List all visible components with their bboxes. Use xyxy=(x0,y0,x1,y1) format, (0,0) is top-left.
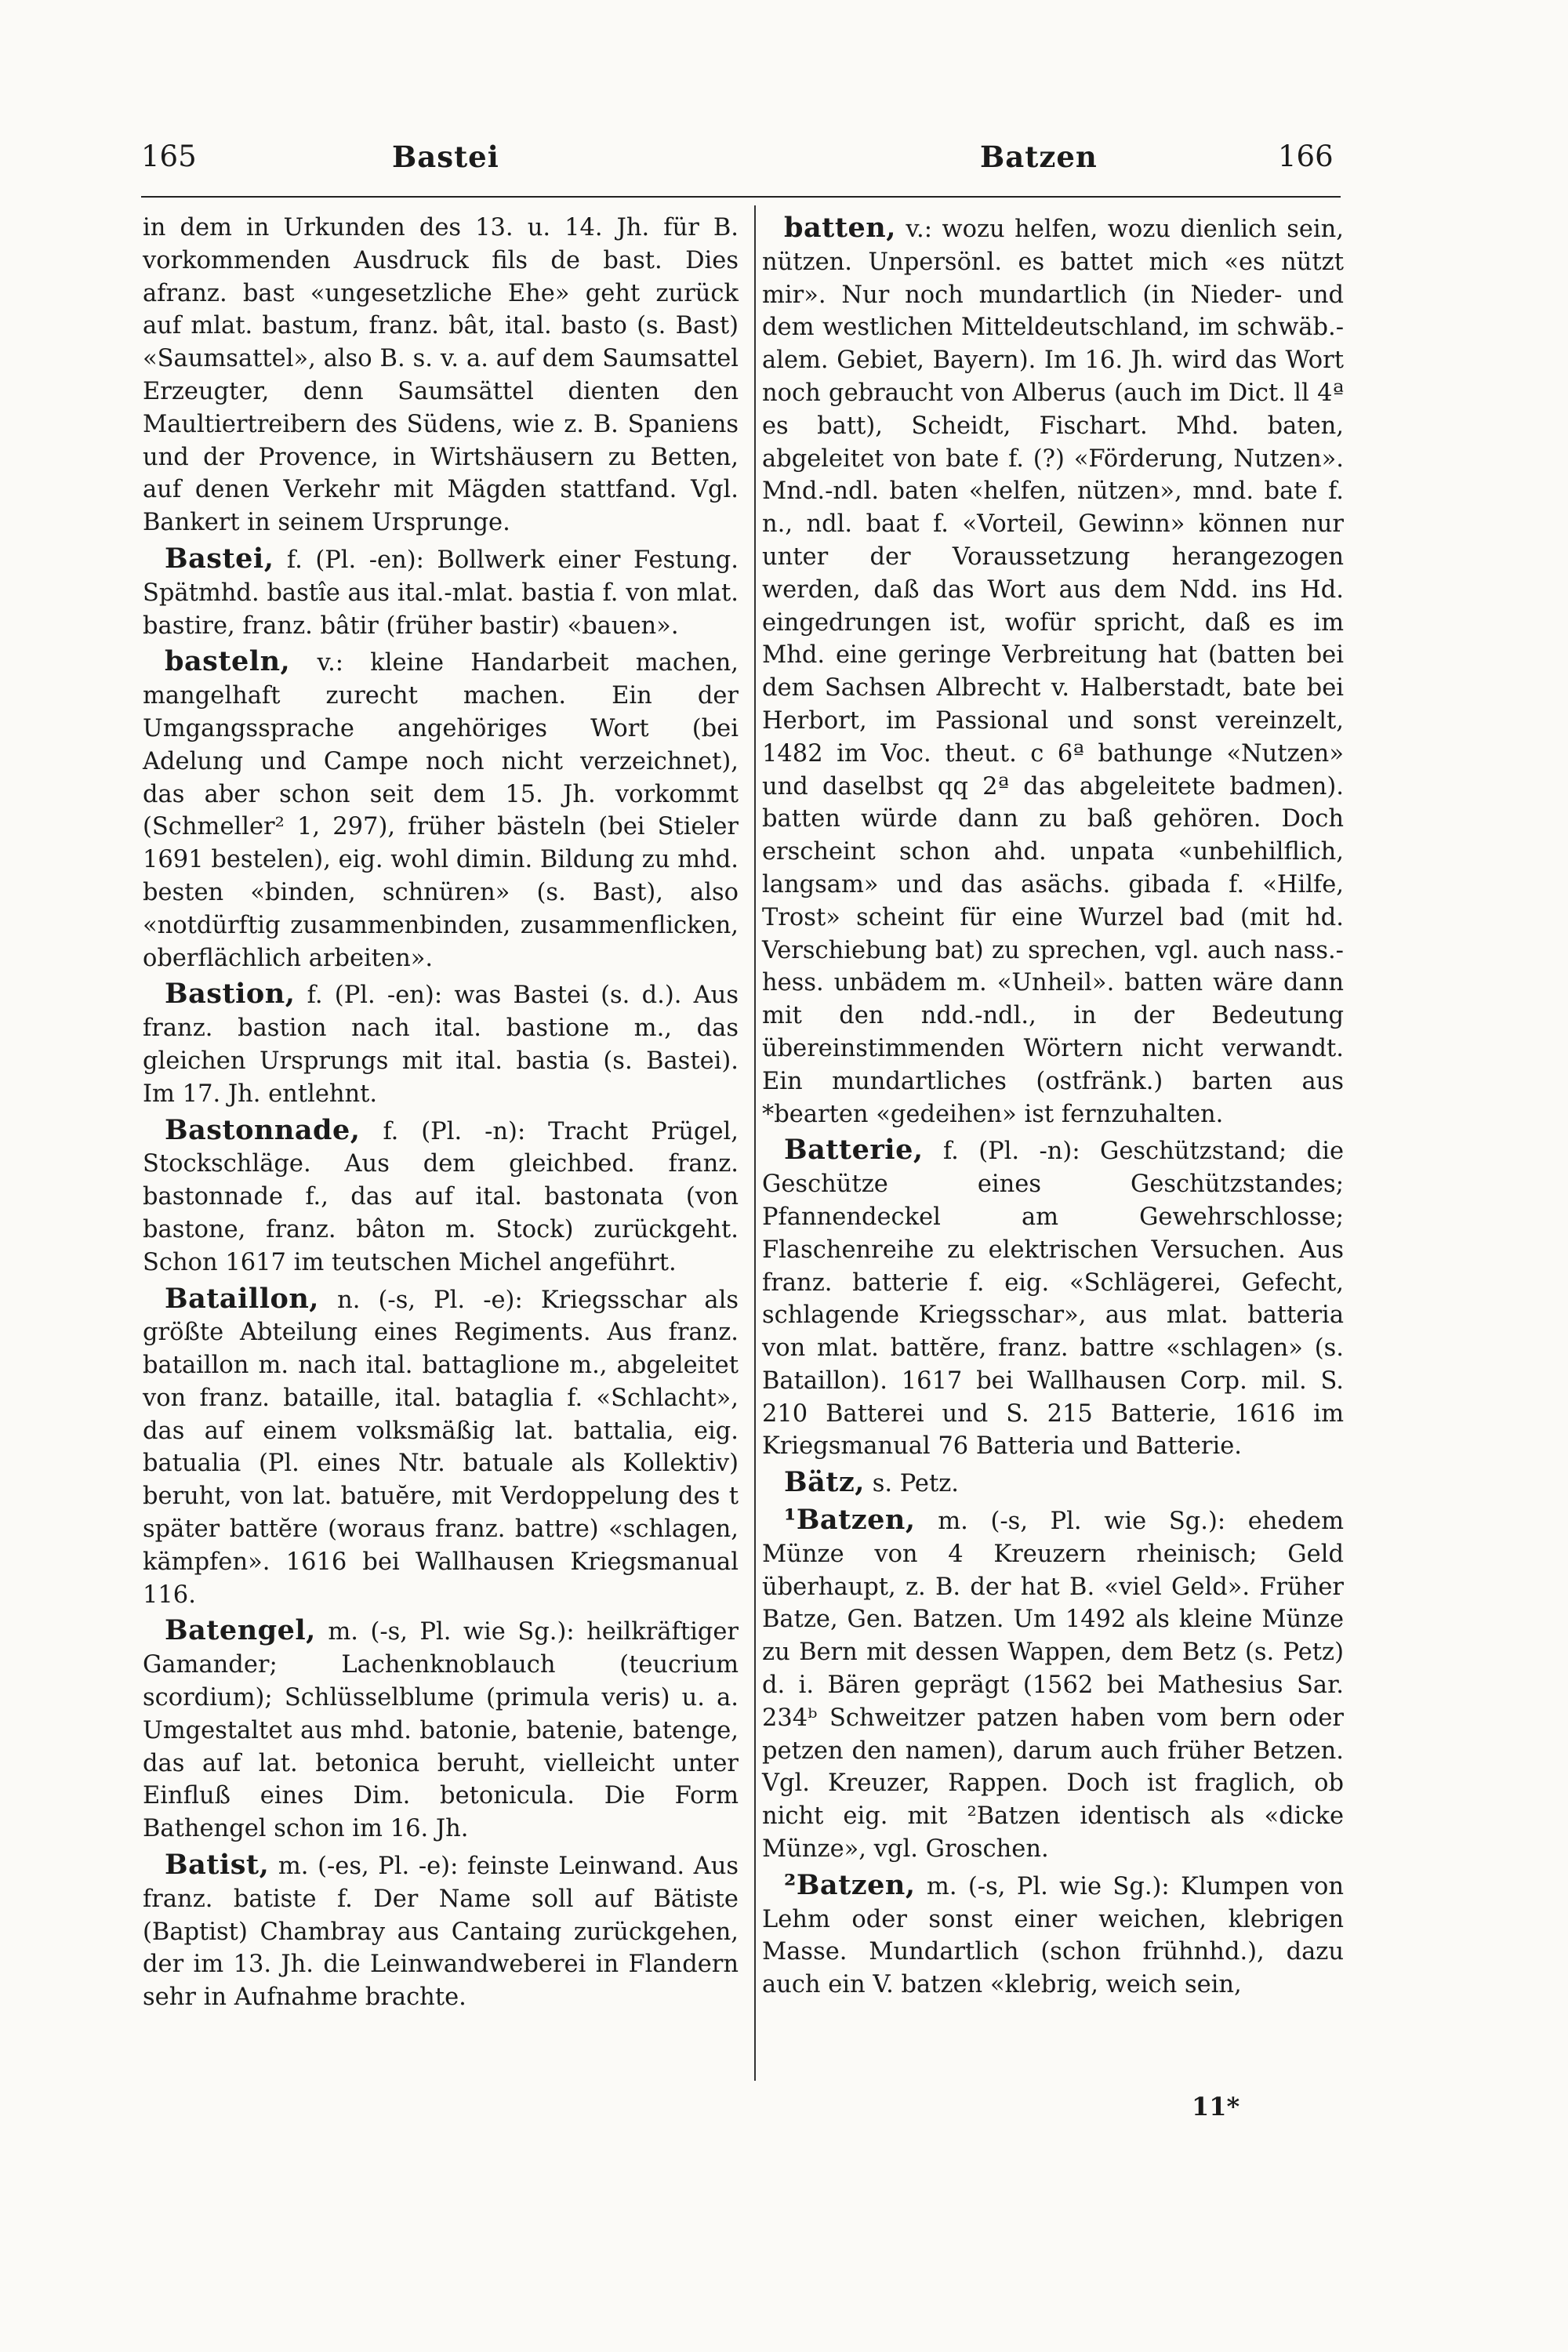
signature-mark: 11* xyxy=(1192,2092,1240,2122)
entry-text: m. (-s, Pl. wie Sg.): heilkräftiger Gamander; Lachenknoblauch (teucrium scordium); Schlüsselblume (primula veris) u. a. Umgestaltet aus mhd. batonie, batenie, batenge, das auf lat. betonica beruht, vielleicht unter Einfluß eines Dim. betonicula. Die Form Bathengel schon im 16. Jh. xyxy=(143,1618,739,1843)
entry-headword: ²Batzen, xyxy=(784,1868,916,1901)
right-page-number: 166 xyxy=(1278,140,1334,173)
dictionary-entry xyxy=(143,212,739,539)
entry-text: v.: wozu helfen, wozu dienlich sein, nützen. Unpersönl. es battet mich «es nützt mir». Nur noch mundartlich (in Nieder- und dem westlichen Mitteldeutschland, im schwäb.-alem. Gebiet, Bayern). Im 16. Jh. wird das Wort noch gebraucht von Alberus (auch im Dict. ll 4ª es batt), Scheidt, Fischart. Mhd. baten, abgeleitet von bate f. (?) «Förderung, Nutzen». Mnd.-ndl. baten «helfen, nützen», mnd. bate f. n., ndl. baat f. «Vorteil, Gewinn» können nur unter der Voraussetzung herangezogen werden, daß das Wort aus dem Ndd. ins Hd. eingedrungen ist, wofür spricht, daß es im Mhd. eine geringe Verbreitung hat (batten bei dem Sachsen Albrecht v. Halberstadt, bate bei Herbort, im Passional und sonst vereinzelt, 1482 im Voc. theut. c 6ª bathunge «Nutzen» und daselbst qq 2ª das abgeleitete badmen). batten würde dann zu baß gehören. Doch erscheint schon ahd. unpata «unbehilflich, langsam» und das asächs. gibada f. «Hilfe, Trost» scheint für eine Wurzel bad (mit hd. Verschiebung bat) zu sprechen, vgl. auch nass.-hess. unbädem m. «Unheil». batten wäre dann mit den ndd.-ndl., in der Bedeutung übereinstimmenden Wörtern nicht verwandt. Ein mundartliches (ostfränk.) barten aus *bearten «gedeihen» ist fernzuhalten. xyxy=(762,216,1344,1128)
entry-text: m. (-es, Pl. -e): feinste Leinwand. Aus franz. batiste f. Der Name soll auf Bätiste (Baptist) Chambray aus Cantaing zurückgehen, der im 13. Jh. die Leinwandweberei in Flandern sehr in Aufnahme brachte. xyxy=(143,1853,739,2012)
entry-headword: batten, xyxy=(784,212,896,244)
running-header xyxy=(0,140,1568,187)
entry-headword: Batterie, xyxy=(784,1134,924,1167)
entry-headword: Bastonnade, xyxy=(165,1113,361,1146)
header-rule xyxy=(141,196,1341,198)
dictionary-entry xyxy=(143,978,739,1110)
right-column xyxy=(762,212,1344,2005)
entry-text: s. Petz. xyxy=(872,1470,959,1498)
dictionary-entry xyxy=(762,1134,1344,1463)
entry-text: m. (-s, Pl. wie Sg.): ehedem Münze von 4 Kreuzern rheinisch; Geld überhaupt, z. B. der hat B. «viel Geld». Früher Batze, Gen. Batzen. Um 1492 als kleine Münze zu Bern mit dessen Wappen, dem Betz (s. Petz) d. i. Bären geprägt (1562 bei Mathesius Sar. 234ᵇ Schweitzer patzen haben vom bern oder petzen den namen), darum auch früher Betzen. Vgl. Kreuzer, Rappen. Doch ist fraglich, ob nicht eig. mit ²Batzen identisch als «dicke Münze», vgl. Groschen. xyxy=(762,1508,1344,1864)
entry-text: in dem in Urkunden des 13. u. 14. Jh. für B. vorkommenden Ausdruck fils de bast. Dies afranz. bast «ungesetzliche Ehe» geht zurück auf mlat. bastum, franz. bât, ital. basto (s. Bast) «Saumsattel», also B. s. v. a. auf dem Saumsattel Erzeugter, denn Saumsättel dienten den Maultiertreibern des Südens, wie z. B. Spaniens und der Provence, in Wirtshäusern zu Betten, auf denen Verkehr mit Mägden stattfand. Vgl. Bankert in seinem Ursprunge. xyxy=(143,214,739,537)
left-column xyxy=(143,212,739,2017)
dictionary-entry xyxy=(143,543,739,642)
dictionary-entry xyxy=(143,1614,739,1846)
dictionary-entry xyxy=(762,1869,1344,2002)
dictionary-entry xyxy=(762,1466,1344,1501)
entry-headword: Bastei, xyxy=(165,542,274,575)
entry-headword: ¹Batzen, xyxy=(784,1504,916,1537)
entry-text: f. (Pl. -en): was Bastei (s. d.). Aus franz. bastion nach ital. bastione m., das gleichen Ursprungs mit ital. bastia (s. Bastei). Im 17. Jh. entlehnt. xyxy=(143,982,739,1108)
entry-text: f. (Pl. -n): Geschützstand; die Geschütze eines Geschützstandes; Pfannendeckel am Gewehrschlosse; Flaschenreihe zu elektrischen Versuchen. Aus franz. batterie f. eig. «Schlägerei, Gefecht, schlagende Kriegsschar», aus mlat. batteria von mlat. battĕre, franz. battre «schlagen» (s. Bataillon). 1617 bei Wallhausen Corp. mil. S. 210 Batterei und S. 215 Batterie, 1616 im Kriegsmanual 76 Batteria und Batterie. xyxy=(762,1138,1344,1461)
dictionary-entry xyxy=(762,212,1344,1131)
entry-headword: Batist, xyxy=(165,1849,270,1882)
left-running-headword: Bastei xyxy=(392,140,499,174)
entry-headword: Bataillon, xyxy=(165,1282,319,1315)
right-running-headword: Batzen xyxy=(980,140,1098,174)
entry-text: f. (Pl. -en): Bollwerk einer Festung. Spätmhd. bastîe aus ital.-mlat. bastia f. von mlat. bastire, franz. bâtir (früher bastir) «bauen». xyxy=(143,546,739,640)
column-divider xyxy=(754,205,756,2081)
entry-text: f. (Pl. -n): Tracht Prügel, Stockschläge. Aus dem gleichbed. franz. bastonnade f., das auf ital. bastonata (von bastone, franz. bâton m. Stock) zurückgeht. Schon 1617 im teutschen Michel angeführt. xyxy=(143,1117,739,1276)
dictionary-entry xyxy=(143,1849,739,2014)
entry-text: n. (-s, Pl. -e): Kriegsschar als größte Abteilung eines Regiments. Aus franz. bataillon m. nach ital. battaglione m., abgeleitet von franz. bataille, ital. bataglia f. «Schlacht», das auf einem volksmäßig lat. battalia, eig. batualia (Pl. eines Ntr. batuale als Kollektiv) beruht, von lat. batuĕre, mit Verdoppelung des t später battĕre (woraus franz. battre) «schlagen, kämpfen». 1616 bei Wallhausen Kriegsmanual 116. xyxy=(143,1286,739,1609)
entry-headword: basteln, xyxy=(165,645,291,678)
entry-text: m. (-s, Pl. wie Sg.): Klumpen von Lehm oder sonst einer weichen, klebrigen Masse. Mundartlich (schon frühnhd.), dazu auch ein V. batzen «klebrig, weich sein, xyxy=(762,1872,1344,1999)
entry-headword: Bätz, xyxy=(784,1466,865,1499)
entry-headword: Bastion, xyxy=(165,978,296,1011)
left-page-number: 165 xyxy=(141,140,197,173)
entry-text: v.: kleine Handarbeit machen, mangelhaft zurecht machen. Ein der Umgangssprache angehöriges Wort (bei Adelung und Campe noch nicht verzeichnet), das aber schon seit dem 15. Jh. vorkommt (Schmeller² 1, 297), früher bästeln (bei Stieler 1691 bestelen), eig. wohl dimin. Bildung zu mhd. besten «binden, schnüren» (s. Bast), also «notdürftig zusammenbinden, zusammenflicken, oberflächlich arbeiten». xyxy=(143,649,739,972)
dictionary-entry xyxy=(143,645,739,975)
entry-headword: Batengel, xyxy=(165,1614,316,1647)
dictionary-entry xyxy=(143,1114,739,1279)
dictionary-entry xyxy=(143,1283,739,1612)
dictionary-entry xyxy=(762,1504,1344,1866)
